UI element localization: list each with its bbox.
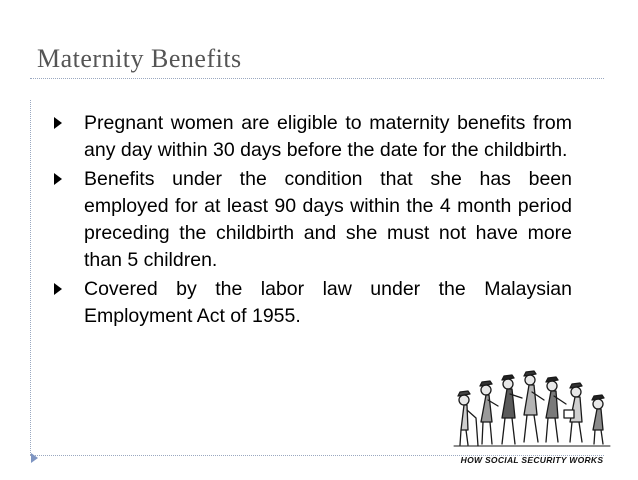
social-security-cartoon (452, 360, 612, 480)
triangle-bullet-icon (54, 173, 62, 185)
bullet-item (48, 276, 572, 330)
bullet-list (48, 110, 572, 332)
left-divider (30, 100, 31, 455)
triangle-bullet-icon (54, 117, 62, 129)
cartoon-caption: HOW SOCIAL SECURITY WORKS (460, 455, 604, 465)
cartoon-figures (452, 360, 612, 455)
bullet-item (48, 110, 572, 164)
bullet-text: Covered by the labor law under the Malaysian Employment Act of 1955. (84, 278, 572, 327)
triangle-bullet-icon (54, 283, 62, 295)
bullet-text: Benefits under the condition that she has been employed for at least 90 days within the 4 month period preceding the childbirth and she must not have more than 5 children. (84, 168, 572, 271)
slide-title: Maternity Benefits (37, 44, 242, 73)
title-divider (30, 78, 604, 79)
bullet-item (48, 166, 572, 274)
bullet-text: Pregnant women are eligible to maternity benefits from any day within 30 days before the date for the childbirth. (84, 112, 572, 161)
slide-nav-arrow-icon[interactable] (31, 453, 38, 463)
